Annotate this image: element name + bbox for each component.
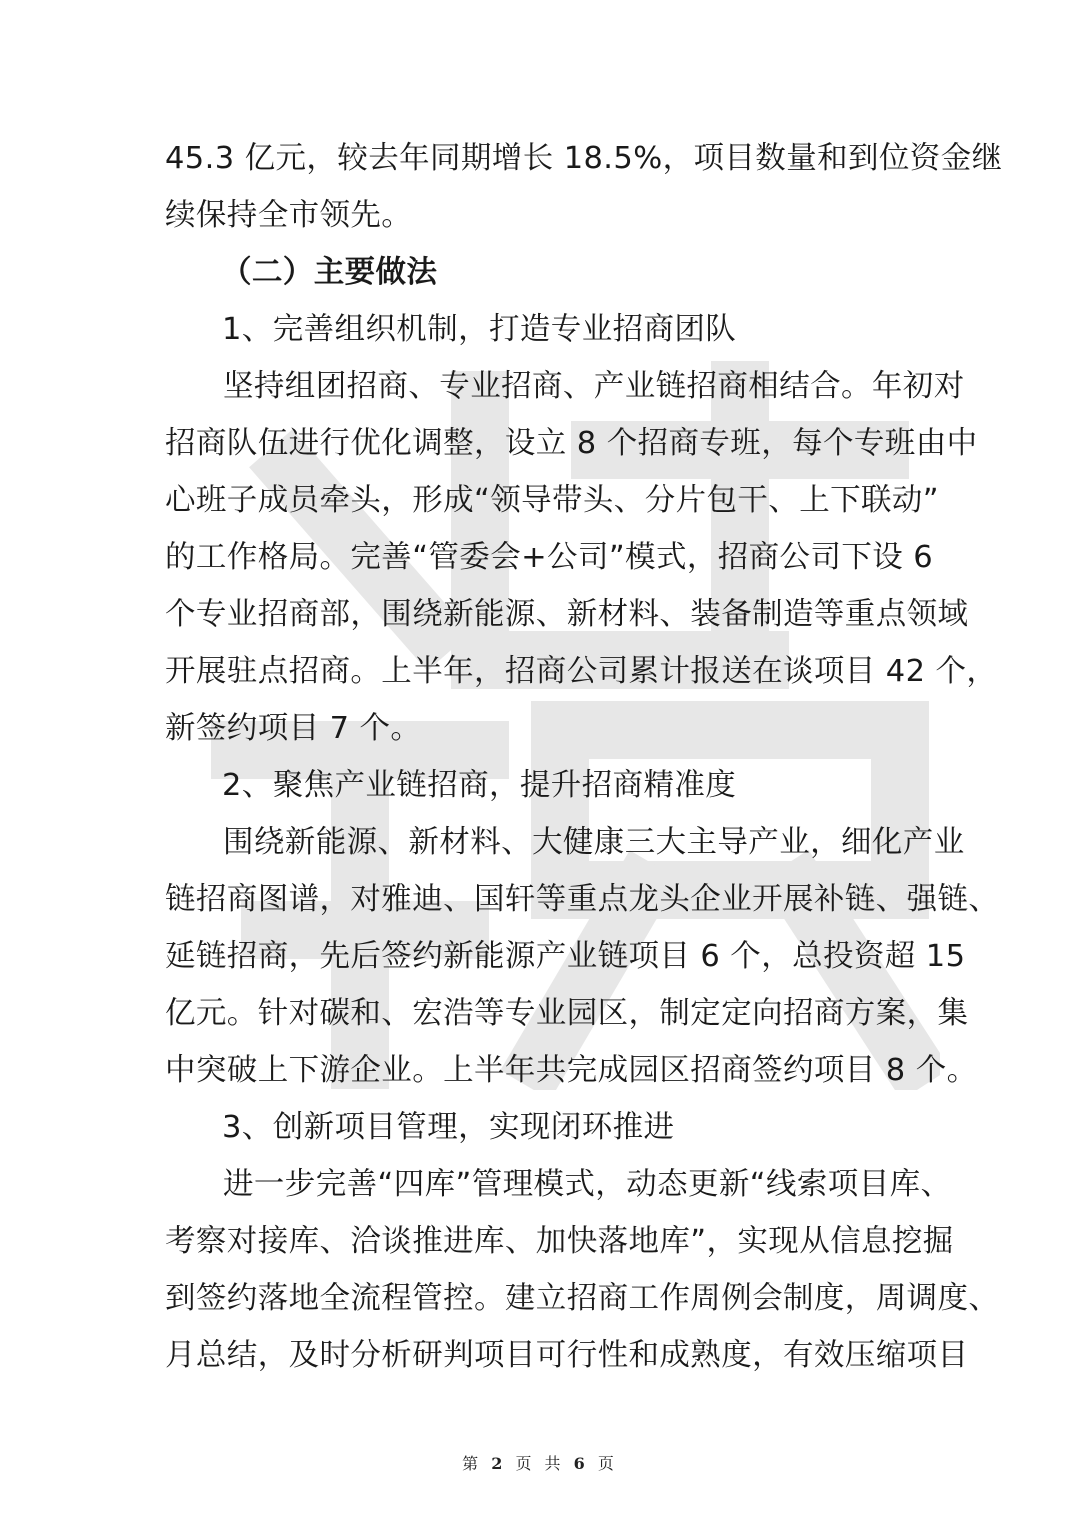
document-body xyxy=(165,130,1003,1384)
paragraph-first-line: 围绕新能源、新材料、大健康三大主导产业，细化产业 xyxy=(223,825,965,860)
text-line: 到签约落地全流程管控。建立招商工作周例会制度，周调度、 xyxy=(165,1281,1000,1316)
section-heading: （二）主要做法 xyxy=(221,255,438,290)
text-line: 续保持全市领先。 xyxy=(165,198,413,233)
text-line: 的工作格局。完善“管委会+公司”模式，招商公司下设 6 xyxy=(165,540,934,575)
subheading: 2、聚焦产业链招商，提升招商精准度 xyxy=(222,768,737,803)
subheading: 1、完善组织机制，打造专业招商团队 xyxy=(222,312,737,347)
text-line: 新签约项目 7 个。 xyxy=(165,711,422,746)
footer-middle: 页 共 xyxy=(515,1454,565,1473)
text-line: 亿元。针对碳和、宏浩等专业园区，制定定向招商方案，集 xyxy=(165,996,969,1031)
text-line: 延链招商，先后签约新能源产业链项目 6 个，总投资超 15 xyxy=(165,939,966,974)
text-line: 链招商图谱，对雅迪、国轩等重点龙头企业开展补链、强链、 xyxy=(165,882,1000,917)
current-page-number: 2 xyxy=(491,1454,507,1473)
subheading: 3、创新项目管理，实现闭环推进 xyxy=(222,1110,675,1145)
text-line: 中突破上下游企业。上半年共完成园区招商签约项目 8 个。 xyxy=(165,1053,978,1088)
text-line: 心班子成员牵头，形成“领导带头、分片包干、上下联动” xyxy=(165,483,940,518)
paragraph-first-line: 进一步完善“四库”管理模式，动态更新“线索项目库、 xyxy=(223,1167,952,1202)
text-line: 开展驻点招商。上半年，招商公司累计报送在谈项目 42 个， xyxy=(165,654,998,689)
text-line: 45.3 亿元，较去年同期增长 18.5%，项目数量和到位资金继 xyxy=(165,141,1003,176)
total-page-number: 6 xyxy=(573,1454,589,1473)
paragraph-first-line: 坚持组团招商、专业招商、产业链招商相结合。年初对 xyxy=(223,369,965,404)
text-line: 个专业招商部，围绕新能源、新材料、装备制造等重点领域 xyxy=(165,597,969,632)
page-number-footer xyxy=(0,1451,1080,1474)
footer-prefix: 第 xyxy=(462,1454,483,1473)
text-line: 月总结，及时分析研判项目可行性和成熟度，有效压缩项目 xyxy=(165,1338,969,1373)
text-line: 招商队伍进行优化调整，设立 8 个招商专班，每个专班由中 xyxy=(165,426,978,461)
text-line: 考察对接库、洽谈推进库、加快落地库”，实现从信息挖掘 xyxy=(165,1224,954,1259)
footer-suffix: 页 xyxy=(597,1454,618,1473)
